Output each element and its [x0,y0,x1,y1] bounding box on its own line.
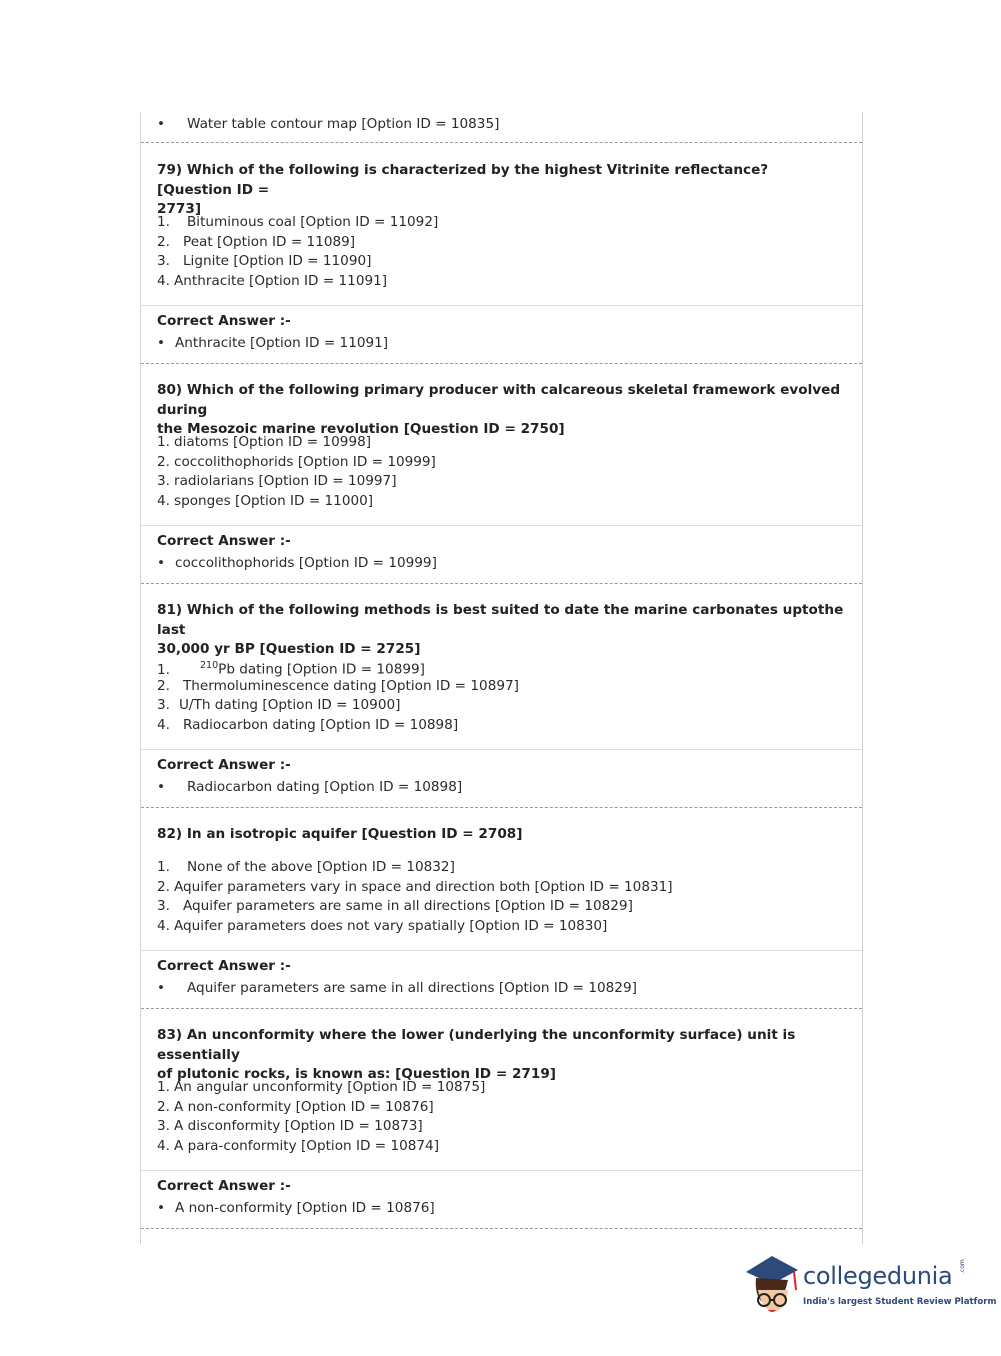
correct-answer-label: Correct Answer :- [157,757,291,773]
option-83-2: 2. A non-conformity [Option ID = 10876] [157,1099,434,1115]
divider [141,807,862,808]
question-81: 81) Which of the following methods is best suited to date the marine carbonates uptothe last 30,000 yr BP [Question ID = 2725] [157,602,844,657]
intro-option: • Water table contour map [Option ID = 10835] [157,116,500,132]
option-81-1: 1. $^{210}$Pb dating [Option ID = 10899] [157,660,425,678]
correct-answer-80: • coccolithophorids [Option ID = 10999] [157,555,437,571]
question-paper-page [140,112,863,1244]
logo-tagline: India's largest Student Review Platform [803,1297,997,1307]
divider [141,1170,862,1171]
divider [141,525,862,526]
option-80-2: 2. coccolithophorids [Option ID = 10999] [157,454,436,470]
divider [141,363,862,364]
question-80: 80) Which of the following primary producer with calcareous skeletal framework evolved during the Mesozoic marine revolution [Question ID = 2750] [157,382,841,437]
correct-answer-label: Correct Answer :- [157,1178,291,1194]
correct-answer-83: • A non-conformity [Option ID = 10876] [157,1200,435,1216]
question-83: 83) An unconformity where the lower (underlying the unconformity surface) unit is essentially of plutonic rocks, is known as: [Question ID = 2719] [157,1027,796,1082]
divider [141,950,862,951]
divider [141,1228,862,1229]
correct-answer-label: Correct Answer :- [157,533,291,549]
option-79-1: 1. Bituminous coal [Option ID = 11092] [157,214,439,230]
logo-suffix: .com [959,1259,966,1274]
option-80-4: 4. sponges [Option ID = 11000] [157,493,374,509]
option-79-4: 4. Anthracite [Option ID = 11091] [157,273,388,289]
correct-answer-label: Correct Answer :- [157,313,291,329]
option-83-1: 1. An angular unconformity [Option ID = 10875] [157,1079,486,1095]
correct-answer-label: Correct Answer :- [157,958,291,974]
collegedunia-mascot-icon [742,1250,802,1320]
option-82-4: 4. Aquifer parameters does not vary spatially [Option ID = 10830] [157,918,608,934]
divider [141,749,862,750]
option-80-1: 1. diatoms [Option ID = 10998] [157,434,372,450]
logo-wordmark: collegedunia [803,1262,953,1290]
option-81-4: 4. Radiocarbon dating [Option ID = 10898] [157,717,459,733]
option-79-2: 2. Peat [Option ID = 11089] [157,234,356,250]
correct-answer-79: • Anthracite [Option ID = 11091] [157,335,389,351]
divider [141,583,862,584]
divider [141,1008,862,1009]
option-82-2: 2. Aquifer parameters vary in space and direction both [Option ID = 10831] [157,879,673,895]
divider [141,305,862,306]
option-80-3: 3. radiolarians [Option ID = 10997] [157,473,397,489]
option-83-4: 4. A para-conformity [Option ID = 10874] [157,1138,440,1154]
option-82-1: 1. None of the above [Option ID = 10832] [157,859,455,875]
correct-answer-81: • Radiocarbon dating [Option ID = 10898] [157,779,463,795]
question-82: 82) In an isotropic aquifer [Question ID = 2708] [157,826,523,842]
divider [141,142,862,143]
correct-answer-82: • Aquifer parameters are same in all directions [Option ID = 10829] [157,980,637,996]
option-83-3: 3. A disconformity [Option ID = 10873] [157,1118,423,1134]
question-79: 79) Which of the following is characterized by the highest Vitrinite reflectance? [Question ID = 2773] [157,162,769,217]
option-81-2: 2. Thermoluminescence dating [Option ID = 10897] [157,678,519,694]
option-79-3: 3. Lignite [Option ID = 11090] [157,253,372,269]
option-82-3: 3. Aquifer parameters are same in all directions [Option ID = 10829] [157,898,633,914]
option-81-3: 3. U/Th dating [Option ID = 10900] [157,697,401,713]
